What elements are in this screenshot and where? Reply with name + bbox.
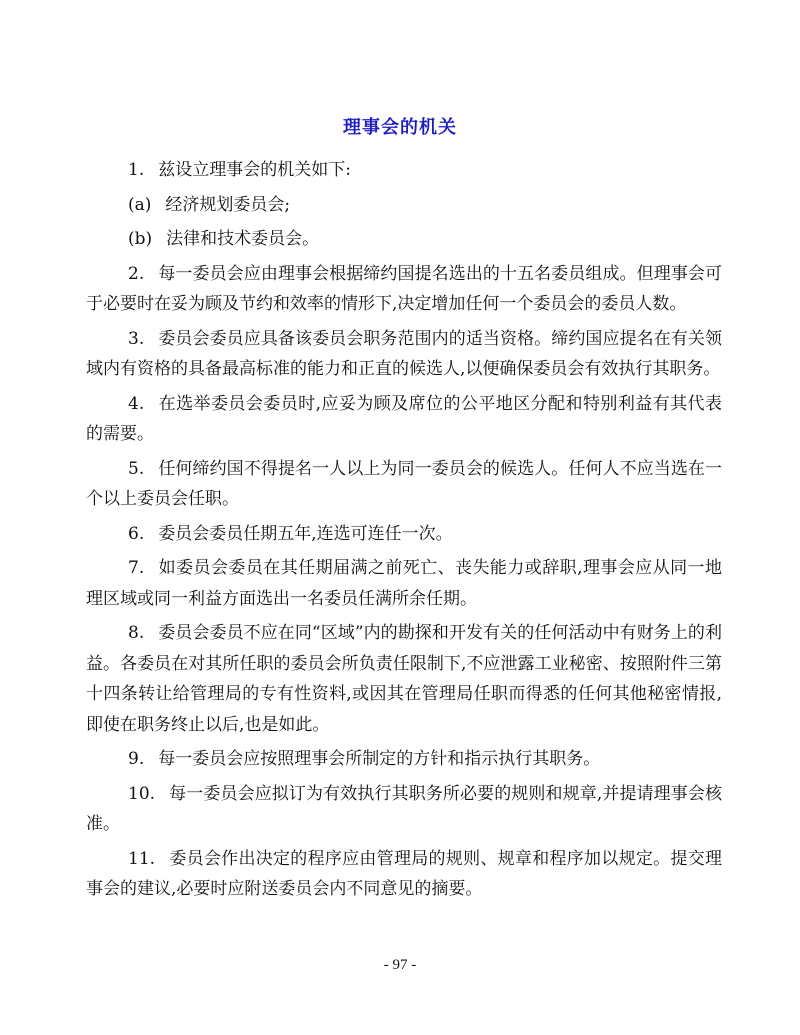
paragraph-7 <box>86 553 722 614</box>
paragraph-text: 每一委员会应由理事会根据缔约国提名选出的十五名委员组成。但理事会可于必要时在妥为顾及节约和效率的情形下,决定增加任何一个委员会的委员人数。 <box>86 263 722 314</box>
paragraph-4 <box>86 389 722 450</box>
paragraph-text: 每一委员会应按照理事会所制定的方针和指示执行其职务。 <box>158 749 601 769</box>
paragraph-number: 3. <box>128 328 145 349</box>
paragraph-text: 经济规划委员会; <box>165 194 291 215</box>
paragraph-number: 5. <box>128 458 145 479</box>
paragraph-9 <box>86 744 722 775</box>
paragraph-text: 兹设立理事会的机关如下: <box>158 160 351 180</box>
paragraph-number: 2. <box>128 263 145 284</box>
section-heading: 理事会的机关 <box>343 117 457 138</box>
paragraph-number: 4. <box>128 393 145 414</box>
paragraph-text: 法律和技术委员会。 <box>166 229 320 249</box>
paragraph-number: 11. <box>128 848 156 869</box>
paragraph-number: 7. <box>128 558 145 578</box>
paragraph-6 <box>86 519 722 550</box>
paragraph-text: 委员会委员应具备该委员会职务范围内的适当资格。缔约国应提名在有关领域内有资格的具备最高标准的能力和正直的候选人,以便确保委员会有效执行其职务。 <box>86 328 722 379</box>
paragraph-8 <box>86 618 722 740</box>
paragraph-number: 9. <box>128 749 145 769</box>
page-number: - 97 - <box>383 957 417 973</box>
paragraph-text: 任何缔约国不得提名一人以上为同一委员会的候选人。任何人不应当选在一个以上委员会任职。 <box>86 458 722 509</box>
paragraph-text: 在选举委员会委员时,应妥为顾及席位的公平地区分配和特别利益有其代表的需要。 <box>86 393 722 444</box>
paragraph-1a <box>86 190 722 221</box>
paragraph-number: 6. <box>128 523 145 544</box>
paragraph-text: 委员会作出决定的程序应由管理局的规则、规章和程序加以规定。提交理事会的建议,必要时应附送委员会内不同意见的摘要。 <box>86 848 722 899</box>
paragraph-11 <box>86 844 722 905</box>
paragraph-number: 1. <box>128 160 145 180</box>
paragraph-3 <box>86 324 722 385</box>
paragraph-2 <box>86 259 722 320</box>
paragraph-1 <box>86 155 722 186</box>
paragraph-number: (b) <box>128 229 153 249</box>
paragraph-5 <box>86 454 722 515</box>
paragraph-text: 每一委员会应拟订为有效执行其职务所必要的规则和规章,并提请理事会核准。 <box>86 783 722 834</box>
paragraph-text: 如委员会委员在其任期届满之前死亡、丧失能力或辞职,理事会应从同一地理区域或同一利益方面选出一名委员任满所余任期。 <box>86 558 722 609</box>
paragraph-10 <box>86 779 722 840</box>
paragraph-number: 8. <box>128 623 145 643</box>
article-body <box>86 155 722 909</box>
paragraph-1b <box>86 224 722 255</box>
paragraph-text: 委员会委员不应在同“区域”内的勘探和开发有关的任何活动中有财务上的利益。各委员在对其所任职的委员会所负责任限制下,不应泄露工业秘密、按照附件三第十四条转让给管理局的专有性资料,或因其在管理局任职而得悉的任何其他秘密情报,即使在职务终止以后,也是如此。 <box>86 623 722 735</box>
paragraph-number: (a) <box>128 194 152 215</box>
paragraph-text: 委员会委员任期五年,连选可连任一次。 <box>158 523 453 544</box>
paragraph-number: 10. <box>128 783 156 804</box>
